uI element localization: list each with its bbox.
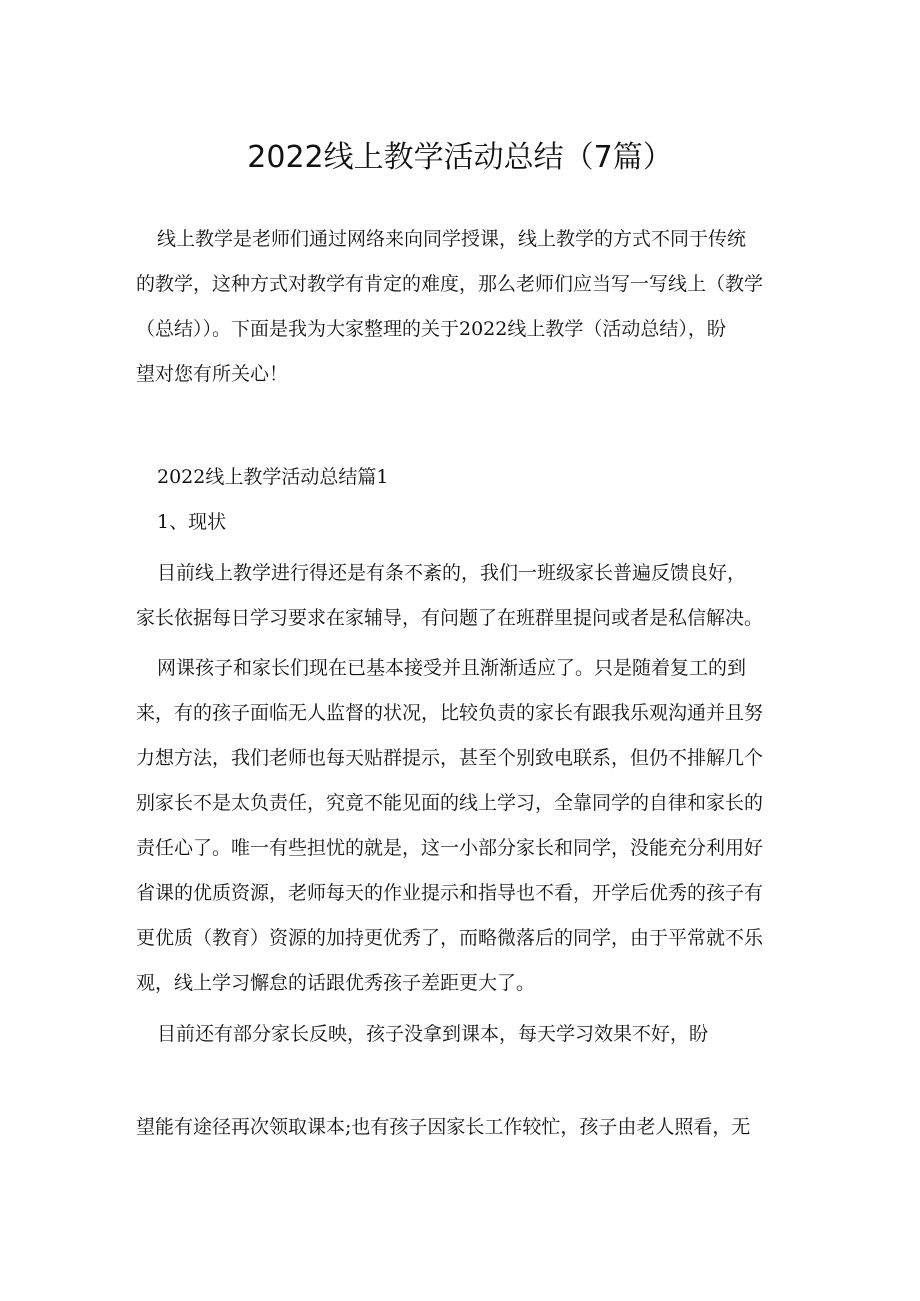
document-title: 2022线上教学活动总结（7篇） <box>247 140 673 175</box>
intro-line-2: 的教学，这种方式对教学有肯定的难度，那么老师们应当写一写线上（教学 <box>136 273 764 295</box>
paragraph-2-line-2: 来，有的孩子面临无人监督的状况，比较负责的家长有跟我乐观沟通并且努 <box>136 702 764 724</box>
intro-line-1: 线上教学是老师们通过网络来向同学授课，线上教学的方式不同于传统 <box>157 228 747 250</box>
intro-line-3: （总结））。下面是我为大家整理的关于2022线上教学（活动总结），盼 <box>136 318 726 340</box>
paragraph-2-line-8: 观，线上学习懈怠的话跟优秀孩子差距更大了。 <box>136 972 536 994</box>
paragraph-3-line-1: 目前还有部分家长反映，孩子没拿到课本，每天学习效果不好，盼 <box>157 1023 709 1045</box>
paragraph-2-line-3: 力想方法，我们老师也每天贴群提示，甚至个别致电联系，但仍不排解几个 <box>136 747 764 769</box>
paragraph-2-line-5: 责任心了。唯一有些担忧的就是，这一小部分家长和同学，没能充分利用好 <box>136 837 764 859</box>
section-heading: 2022线上教学活动总结篇1 <box>157 466 389 488</box>
paragraph-1-line-1: 目前线上教学进行得还是有条不紊的，我们一班级家长普遍反馈良好， <box>157 562 747 584</box>
paragraph-3-line-2: 望能有途径再次领取课本;也有孩子因家长工作较忙，孩子由老人照看，无 <box>136 1116 751 1138</box>
subheading-status: 1、现状 <box>157 511 227 533</box>
paragraph-2-line-7: 更优质（教育）资源的加持更优秀了，而略微落后的同学，由于平常就不乐 <box>136 927 764 949</box>
paragraph-2-line-1: 网课孩子和家长们现在已基本接受并且渐渐适应了。只是随着复工的到 <box>157 657 747 679</box>
paragraph-2-line-6: 省课的优质资源，老师每天的作业提示和指导也不看，开学后优秀的孩子有 <box>136 882 764 904</box>
paragraph-1-line-2: 家长依据每日学习要求在家辅导，有问题了在班群里提问或者是私信解决。 <box>136 607 764 629</box>
intro-line-4: 望对您有所关心！ <box>136 363 289 385</box>
paragraph-2-line-4: 别家长不是太负责任，究竟不能见面的线上学习，全靠同学的自律和家长的 <box>136 792 764 814</box>
